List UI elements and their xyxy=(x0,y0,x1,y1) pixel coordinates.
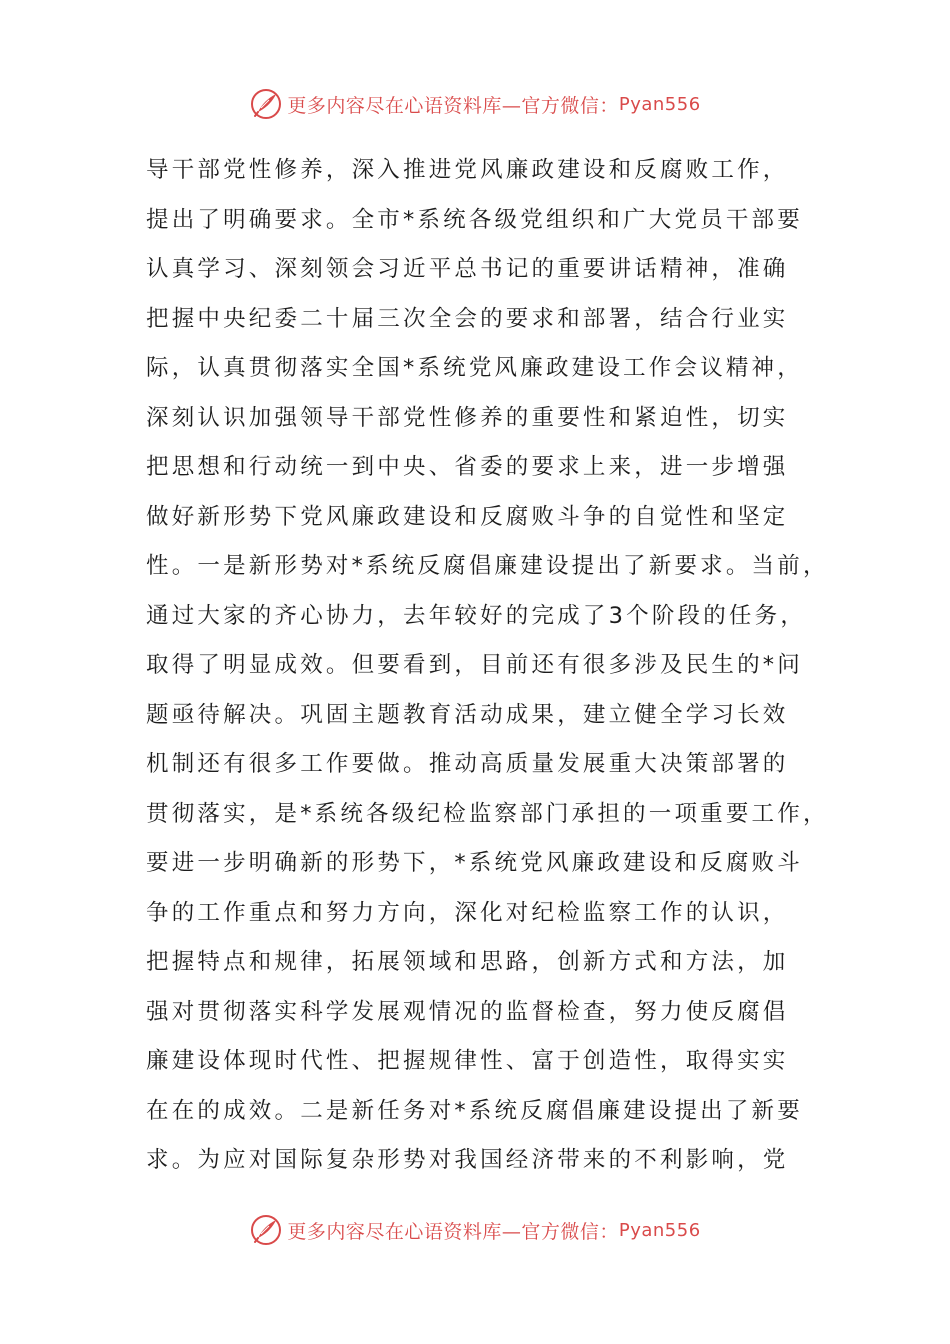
body-line: 把握中央纪委二十届三次全会的要求和部署，结合行业实 xyxy=(146,305,789,332)
body-line: 把握特点和规律，拓展领域和思路，创新方式和方法，加 xyxy=(146,949,789,975)
feather-pen-logo-icon xyxy=(249,87,283,121)
body-line: 深刻认识加强领导干部党性修养的重要性和紧迫性，切实 xyxy=(146,404,789,431)
body-line: 在在的成效。二是新任务对*系统反腐倡廉建设提出了新要 xyxy=(146,1097,803,1124)
body-line: 做好新形势下党风廉政建设和反腐败斗争的自觉性和坚定 xyxy=(146,503,789,530)
body-line: 机制还有很多工作要做。推动高质量发展重大决策部署的 xyxy=(146,751,789,777)
watermark-text: 更多内容尽在心语资料库—官方微信： xyxy=(287,1220,619,1243)
body-line: 求。为应对国际复杂形势对我国经济带来的不利影响，党 xyxy=(146,1147,789,1173)
body-line: 提出了明确要求。全市*系统各级党组织和广大党员干部要 xyxy=(146,206,803,233)
body-line: 贯彻落实，是*系统各级纪检监察部门承担的一项重要工作， xyxy=(146,800,829,827)
watermark-contact: Pyan556 xyxy=(618,1219,701,1241)
footer-watermark xyxy=(0,1210,950,1250)
feather-pen-logo-icon xyxy=(249,1213,283,1247)
body-line: 题亟待解决。巩固主题教育活动成果，建立健全学习长效 xyxy=(146,701,789,728)
document-body xyxy=(146,146,829,1186)
body-line: 导干部党性修养，深入推进党风廉政建设和反腐败工作， xyxy=(146,157,789,183)
body-line: 通过大家的齐心协力，去年较好的完成了3个阶段的任务， xyxy=(146,602,807,629)
watermark-text: 更多内容尽在心语资料库—官方微信： xyxy=(287,94,619,117)
body-line: 强对贯彻落实科学发展观情况的监督检查，努力使反腐倡 xyxy=(146,998,789,1025)
body-line: 争的工作重点和努力方向，深化对纪检监察工作的认识， xyxy=(146,899,789,926)
body-line: 取得了明显成效。但要看到，目前还有很多涉及民生的*问 xyxy=(146,652,803,678)
body-line: 把思想和行动统一到中央、省委的要求上来，进一步增强 xyxy=(146,454,789,480)
body-line: 性。一是新形势对*系统反腐倡廉建设提出了新要求。当前， xyxy=(146,553,829,579)
body-line: 廉建设体现时代性、把握规律性、富于创造性，取得实实 xyxy=(146,1048,789,1074)
watermark-contact: Pyan556 xyxy=(618,93,701,115)
body-line: 际，认真贯彻落实全国*系统党风廉政建设工作会议精神， xyxy=(146,355,803,381)
body-line: 认真学习、深刻领会习近平总书记的重要讲话精神，准确 xyxy=(146,256,789,282)
body-line: 要进一步明确新的形势下，*系统党风廉政建设和反腐败斗 xyxy=(146,850,803,876)
header-watermark xyxy=(0,84,950,124)
